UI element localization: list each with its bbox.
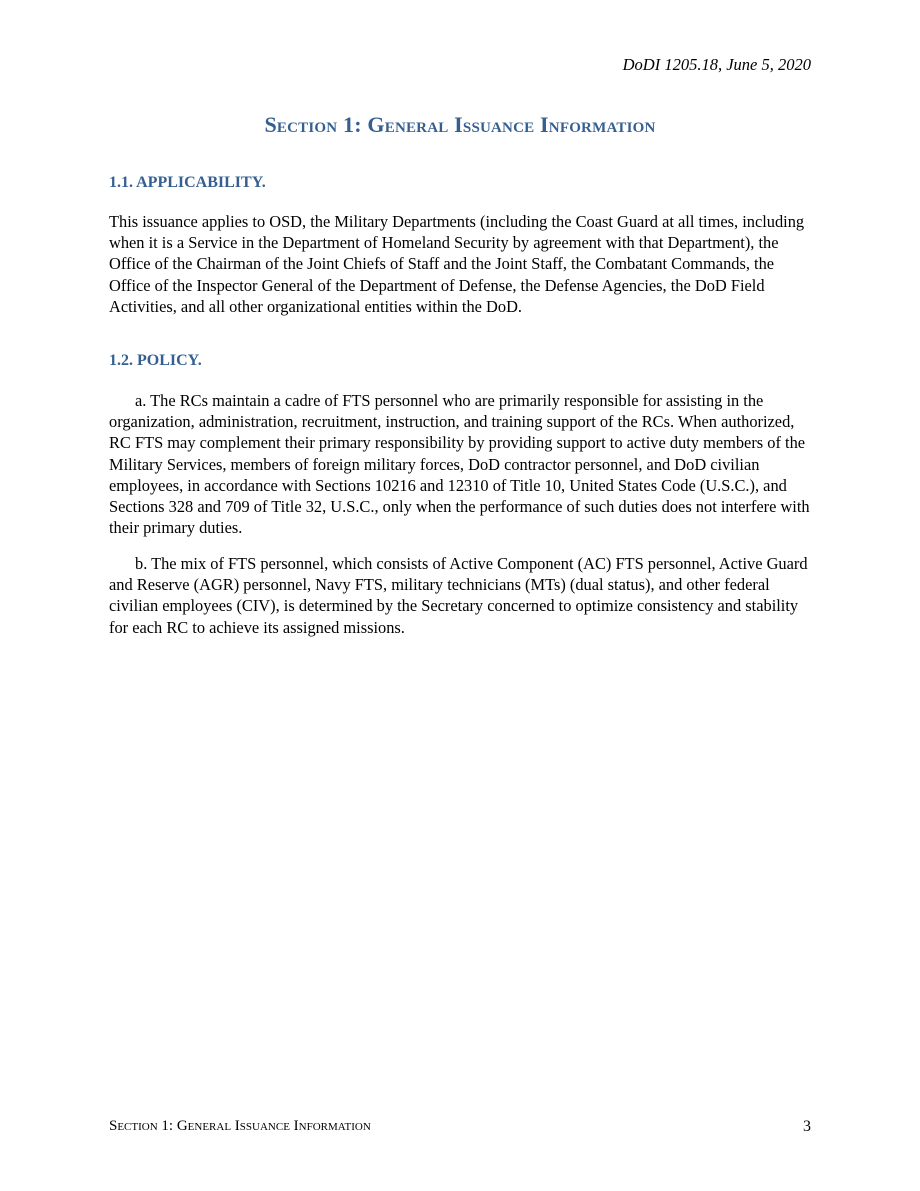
page-number: 3 — [803, 1118, 811, 1135]
running-header: DoDI 1205.18, June 5, 2020 — [622, 55, 811, 74]
paragraph-policy-b: b. The mix of FTS personnel, which consists of Active Component (AC) FTS personnel, Active Guard and Reserve (AGR) personnel, Navy FTS, military technicians (MTs) (dual status), and other federal civilian employees (CIV), is determined by the Secretary concerned to optimize consistency and stability for each RC to achieve its assigned missions. — [109, 554, 808, 637]
paragraph-applicability: This issuance applies to OSD, the Military Departments (including the Coast Guard at all times, including when it is a Service in the Department of Homeland Security by agreement with that Department), the Office of the Chairman of the Joint Chiefs of Staff and the Joint Staff, the Combatant Commands, the Office of the Inspector General of the Department of Defense, the Defense Agencies, the DoD Field Activities, and all other organizational entities within the DoD. — [109, 212, 805, 316]
footer-section-label: Section 1: General Issuance Information — [109, 1118, 371, 1134]
heading-applicability: 1.1. APPLICABILITY. — [109, 174, 266, 191]
section-title: Section 1: General Issuance Information — [264, 112, 656, 137]
paragraph-policy-a: a. The RCs maintain a cadre of FTS personnel who are primarily responsible for assisting in the organization, administration, recruitment, instruction, and training support of the RCs. When authorized, RC FTS may complement their primary responsibility by providing support to active duty members of the Military Services, members of foreign military forces, DoD contractor personnel, and DoD civilian employees, in accordance with Sections 10216 and 12310 of Title 10, United States Code (U.S.C.), and Sections 328 and 709 of Title 32, U.S.C., only when the performance of such duties does not interfere with their primary duties. — [109, 391, 810, 538]
heading-policy: 1.2. POLICY. — [109, 352, 202, 369]
